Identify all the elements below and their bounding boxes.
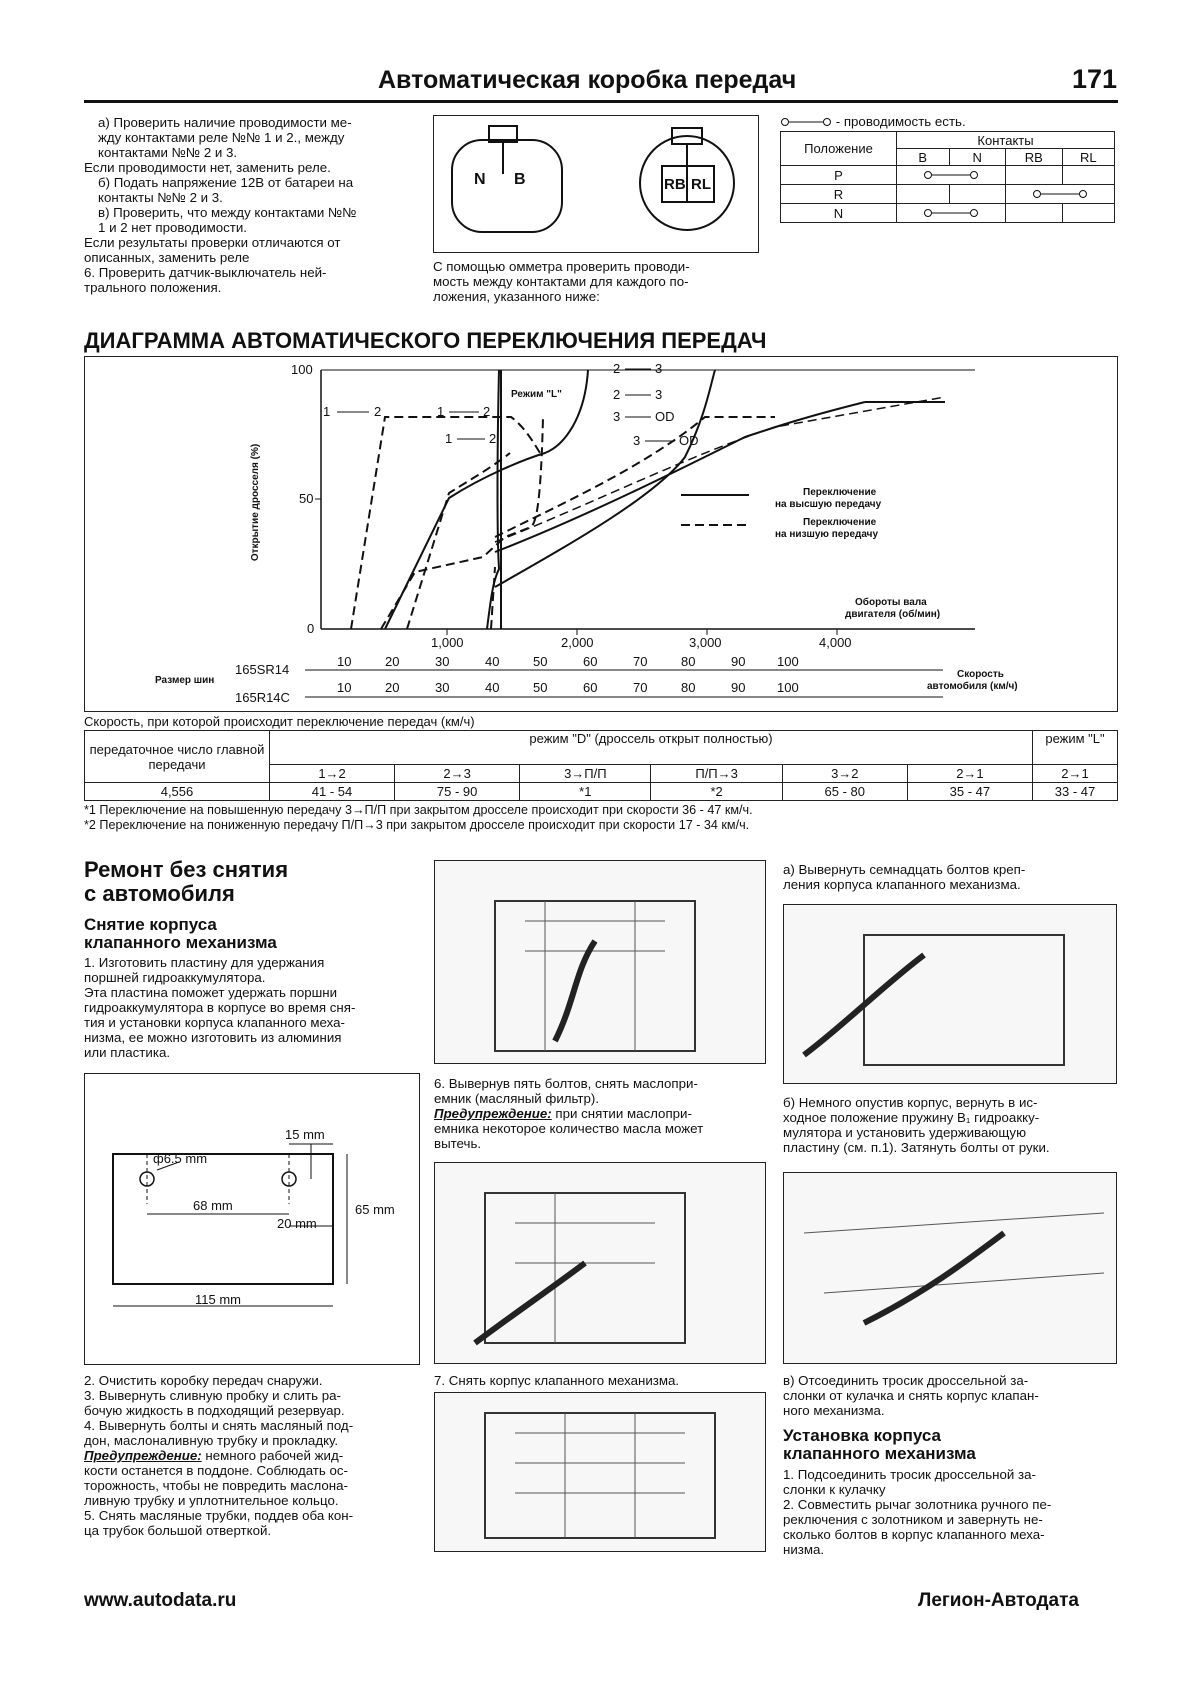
ytick-100: 100	[291, 362, 313, 377]
photo-illustration	[435, 861, 764, 1062]
shift-label: 3	[633, 433, 641, 448]
repair-title-line: Ремонт без снятия	[84, 857, 289, 882]
shift-label: 1	[323, 404, 331, 419]
text-line: ца трубок большой отверткой.	[84, 1523, 272, 1538]
plate-dim-115: 115 mm	[195, 1292, 241, 1307]
subtitle-line: Снятие корпуса	[84, 915, 217, 934]
rpm-tick-4000: 4,000	[819, 635, 852, 650]
speed-tick: 20	[385, 654, 400, 669]
text-line: ходное положение пружину B₁ гидроакку-	[783, 1110, 1040, 1125]
speed-tick: 70	[633, 680, 648, 695]
text-line: 4. Вывернуть болты и снять масляный под-	[84, 1418, 354, 1433]
text-line: в) Отсоединить тросик дроссельной за-	[783, 1373, 1029, 1388]
text-line: емника некоторое количество масла может	[434, 1121, 704, 1136]
text-line: поршней гидроаккумулятора.	[84, 970, 266, 985]
text-line: ного механизма.	[783, 1403, 885, 1418]
speed-label-1: Скорость	[957, 669, 1004, 680]
text-line: описанных, заменить реле	[84, 250, 250, 265]
cell-value: 33 - 47	[1033, 783, 1118, 801]
header-mode-d: режим "D" (дроссель открыт полностью)	[270, 731, 1033, 765]
continuity-header-position: Положение	[781, 132, 897, 166]
intro-left-text	[84, 115, 416, 295]
text-line: слонки от кулачка и снять корпус клапан-	[783, 1388, 1039, 1403]
shift-label: 1	[437, 404, 445, 419]
note-2: *2 Переключение на пониженную передачу П/П→3 при закрытом дросселе происходит при скорости 17 - 34 км/ч.	[84, 818, 750, 832]
sub-header: 3→2	[782, 765, 907, 783]
speed-table-notes	[84, 803, 1118, 833]
rpm-tick-1000: 1,000	[431, 635, 464, 650]
subtitle-line: клапанного механизма	[84, 933, 277, 952]
footer-website: www.autodata.ru	[84, 1590, 237, 1611]
tire-size-label: Размер шин	[155, 675, 215, 686]
continuity-rb-rl-r	[1005, 185, 1114, 204]
page-number: 171	[1072, 64, 1118, 94]
contact-n: N	[949, 149, 1005, 166]
cell-value: *2	[651, 783, 782, 801]
text-line: 1 и 2 нет проводимости.	[98, 220, 247, 235]
speed-tick: 50	[533, 680, 548, 695]
shift-label: 2	[489, 431, 497, 446]
text-line: контакты №№ 2 и 3.	[98, 190, 223, 205]
position-r: R	[781, 185, 897, 204]
text-line: 6. Проверить датчик-выключатель ней-	[84, 265, 327, 280]
header-rule	[84, 100, 1118, 103]
sub-header: П/П→3	[651, 765, 782, 783]
speed-tick: 90	[731, 654, 746, 669]
text-line: 6. Вывернув пять болтов, снять маслопри-	[434, 1076, 698, 1091]
warning-line	[434, 1106, 768, 1121]
photo-remove-bolts	[783, 904, 1117, 1084]
plate-dim-15: 15 mm	[285, 1127, 325, 1142]
text-line: реключения с золотником и завернуть не-	[783, 1512, 1043, 1527]
cell-value: 41 - 54	[270, 783, 395, 801]
right-step-c	[783, 1373, 1117, 1418]
shift-label: OD	[655, 409, 675, 424]
connector-caption	[433, 259, 763, 304]
contact-rb: RB	[1005, 149, 1062, 166]
legend-downshift-2: на низшую передачу	[775, 529, 879, 540]
connector-label-rl: RL	[691, 176, 711, 193]
continuity-legend-text: - проводимость есть.	[835, 114, 966, 129]
plate-dim-68: 68 mm	[193, 1198, 233, 1213]
legend-upshift-2: на высшую передачу	[775, 499, 882, 510]
text-line: сколько болтов в корпус клапанного меха-	[783, 1527, 1045, 1542]
speed-tick: 20	[385, 680, 400, 695]
text-line: мость между контактами для каждого по-	[433, 274, 689, 289]
speed-tick: 10	[337, 654, 352, 669]
speed-tick: 70	[633, 654, 648, 669]
text-line: контактами №№ 2 и 3.	[98, 145, 238, 160]
text-line: а) Проверить наличие проводимости ме-	[98, 115, 352, 130]
text-line: б) Немного опустив корпус, вернуть в ис-	[783, 1095, 1038, 1110]
right-step-a	[783, 862, 1117, 892]
header-title: Автоматическая коробка передач	[378, 66, 797, 94]
warning-text: при снятии маслопри-	[551, 1106, 692, 1121]
shift-label: 2	[483, 404, 491, 419]
ytick-0: 0	[307, 621, 315, 636]
text-line: или пластика.	[84, 1045, 171, 1060]
shift-label: 3	[655, 387, 663, 402]
warning-text: немного рабочей жид-	[201, 1448, 344, 1463]
continuity-table	[780, 131, 1115, 223]
photo-illustration	[784, 905, 1115, 1082]
right-step-b	[783, 1095, 1117, 1155]
speed-table	[84, 730, 1118, 801]
shift-label: 2	[613, 387, 621, 402]
text-line: 2. Совместить рычаг золотника ручного пе-	[783, 1497, 1052, 1512]
subtitle-line: клапанного механизма	[783, 1444, 976, 1463]
ytick-50: 50	[299, 491, 314, 506]
footer-publisher: Легион-Автодата	[918, 1590, 1079, 1611]
sub-header: 3→П/П	[520, 765, 651, 783]
text-line: 2. Очистить коробку передач снаружи.	[84, 1373, 323, 1388]
sub-header: 2→1	[1033, 765, 1118, 783]
continuity-b-n-p	[897, 166, 1006, 185]
photo-valve-body-bolts	[434, 1162, 766, 1364]
text-line: Эта пластина поможет удержать поршни	[84, 985, 338, 1000]
mode-l-label: Режим "L"	[511, 389, 562, 400]
sub-header: 2→3	[395, 765, 520, 783]
position-p: P	[781, 166, 897, 185]
text-line: дон, маслоналивную трубку и прокладку.	[84, 1433, 339, 1448]
text-line: трального положения.	[84, 280, 222, 295]
speed-ticks-2	[337, 680, 897, 696]
contact-b: B	[897, 149, 950, 166]
text-line: а) Вывернуть семнадцать болтов креп-	[783, 862, 1026, 877]
text-line: 1. Изготовить пластину для удержания	[84, 955, 325, 970]
shift-label: 1	[445, 431, 453, 446]
rpm-label-1: Обороты вала	[855, 597, 927, 608]
shift-label: 3	[655, 361, 663, 376]
speed-tick: 10	[337, 680, 352, 695]
speed-tick: 60	[583, 654, 598, 669]
tire-165r14c: 165R14C	[235, 690, 290, 705]
plate-dim-65: 65 mm	[355, 1202, 395, 1217]
removal-subtitle	[84, 916, 277, 952]
speed-tick: 100	[777, 654, 799, 669]
continuity-legend	[780, 114, 966, 129]
position-n: N	[781, 204, 897, 223]
text-line: 1. Подсоединить тросик дроссельной за-	[783, 1467, 1036, 1482]
tire-165sr14: 165SR14	[235, 662, 290, 677]
text-line: ложения, указанного ниже:	[433, 289, 600, 304]
text-line: низма, ее можно изготовить из алюминия	[84, 1030, 342, 1045]
text-line: низма.	[783, 1542, 825, 1557]
shift-diagram	[84, 356, 1118, 712]
text-line: пластину (см. п.1). Затянуть болты от руки.	[783, 1140, 1050, 1155]
rpm-label-2: двигателя (об/мин)	[845, 609, 941, 620]
speed-label-2: автомобиля (км/ч)	[927, 681, 1018, 692]
warning-label: Предупреждение:	[84, 1448, 202, 1463]
cell-ratio: 4,556	[85, 783, 270, 801]
install-subtitle	[783, 1427, 976, 1463]
warning-line	[84, 1448, 418, 1463]
legend-downshift-1: Переключение	[803, 517, 877, 528]
photo-illustration	[784, 1173, 1115, 1362]
warning-label: Предупреждение:	[434, 1106, 552, 1121]
speed-tick: 30	[435, 654, 450, 669]
plate-drawing	[84, 1073, 420, 1365]
speed-tick: 60	[583, 680, 598, 695]
text-line: бочую жидкость в подходящий резервуар.	[84, 1403, 345, 1418]
speed-tick: 90	[731, 680, 746, 695]
header-final-drive-ratio: передаточное число главной передачи	[85, 731, 270, 783]
speed-table-caption: Скорость, при которой происходит переключение передач (км/ч)	[84, 714, 475, 729]
shift-label: OD	[679, 433, 699, 448]
y-axis-label: Открытие дросселя (%)	[250, 443, 262, 562]
cell-value: *1	[520, 783, 651, 801]
text-line: мулятора и установить удерживающую	[783, 1125, 1027, 1140]
text-line: Если результаты проверки отличаются от	[84, 235, 341, 250]
text-line: емник (масляный фильтр).	[434, 1091, 600, 1106]
sub-header: 1→2	[270, 765, 395, 783]
connector-label-rb: RB	[664, 176, 686, 193]
text-line: торожность, чтобы не повредить маслона-	[84, 1478, 348, 1493]
repair-title-line: с автомобиля	[84, 881, 235, 906]
speed-tick: 30	[435, 680, 450, 695]
connector-label-n: N	[474, 171, 486, 188]
shift-label: 2	[374, 404, 382, 419]
photo-oil-strainer-removal	[434, 860, 766, 1064]
photo-disconnect-cable	[783, 1172, 1117, 1364]
text-line: 5. Снять масляные трубки, поддев оба кон-	[84, 1508, 354, 1523]
cell-value: 35 - 47	[907, 783, 1032, 801]
cell-value: 65 - 80	[782, 783, 907, 801]
repair-steps-2-5	[84, 1373, 418, 1538]
text-line: тия и установки корпуса клапанного меха-	[84, 1015, 345, 1030]
shift-label: 2	[613, 361, 621, 376]
continuity-header-contacts: Контакты	[897, 132, 1115, 149]
text-line: кости останется в поддоне. Соблюдать ос-	[84, 1463, 348, 1478]
plate-drawing-svg	[85, 1074, 418, 1363]
rpm-tick-2000: 2,000	[561, 635, 594, 650]
speed-tick: 80	[681, 680, 696, 695]
rpm-tick-3000: 3,000	[689, 635, 722, 650]
repair-step-1-text	[84, 955, 418, 1060]
subtitle-line: Установка корпуса	[783, 1426, 941, 1445]
repair-title	[84, 858, 288, 906]
cell-value: 75 - 90	[395, 783, 520, 801]
text-line: в) Проверить, что между контактами №№	[98, 205, 357, 220]
plate-dim-hole: ф6.5 mm	[153, 1151, 208, 1166]
speed-tick: 40	[485, 654, 500, 669]
speed-tick: 40	[485, 680, 500, 695]
note-1: *1 Переключение на повышенную передачу 3→П/П при закрытом дросселе происходит при скорости 36 - 47 км/ч.	[84, 803, 753, 817]
contact-rl: RL	[1062, 149, 1114, 166]
plate-dim-20: 20 mm	[277, 1216, 317, 1231]
text-line: Если проводимости нет, заменить реле.	[84, 160, 331, 175]
text-line: вытечь.	[434, 1136, 482, 1151]
header-mode-l: режим "L"	[1033, 731, 1118, 765]
text-line: б) Подать напряжение 12В от батареи на	[98, 175, 354, 190]
middle-step-6	[434, 1076, 768, 1151]
speed-tick: 80	[681, 654, 696, 669]
text-line: жду контактами реле №№ 1 и 2., между	[98, 130, 345, 145]
shift-label: 3	[613, 409, 621, 424]
continuity-b-n-n	[897, 204, 1006, 223]
photo-illustration	[435, 1393, 764, 1550]
diagram-title: ДИАГРАММА АВТОМАТИЧЕСКОГО ПЕРЕКЛЮЧЕНИЯ ПЕРЕДАЧ	[84, 328, 767, 353]
text-line: ления корпуса клапанного механизма.	[783, 877, 1021, 892]
text-line: С помощью омметра проверить проводи-	[433, 259, 690, 274]
speed-ticks-1	[337, 654, 897, 670]
text-line: 3. Вывернуть сливную пробку и слить ра-	[84, 1388, 341, 1403]
text-line: слонки к кулачку	[783, 1482, 886, 1497]
connector-figure	[433, 115, 759, 253]
legend-upshift-1: Переключение	[803, 487, 877, 498]
text-line: гидроаккумулятора в корпусе во время сня-	[84, 1000, 356, 1015]
continuity-symbol-icon	[780, 117, 832, 127]
connector-label-b: B	[514, 171, 526, 188]
middle-step-7: 7. Снять корпус клапанного механизма.	[434, 1373, 680, 1388]
sub-header: 2→1	[907, 765, 1032, 783]
photo-illustration	[435, 1163, 764, 1362]
speed-tick: 100	[777, 680, 799, 695]
photo-valve-body	[434, 1392, 766, 1552]
speed-tick: 50	[533, 654, 548, 669]
text-line: ливную трубку и уплотнительное кольцо.	[84, 1493, 339, 1508]
install-steps	[783, 1467, 1117, 1557]
